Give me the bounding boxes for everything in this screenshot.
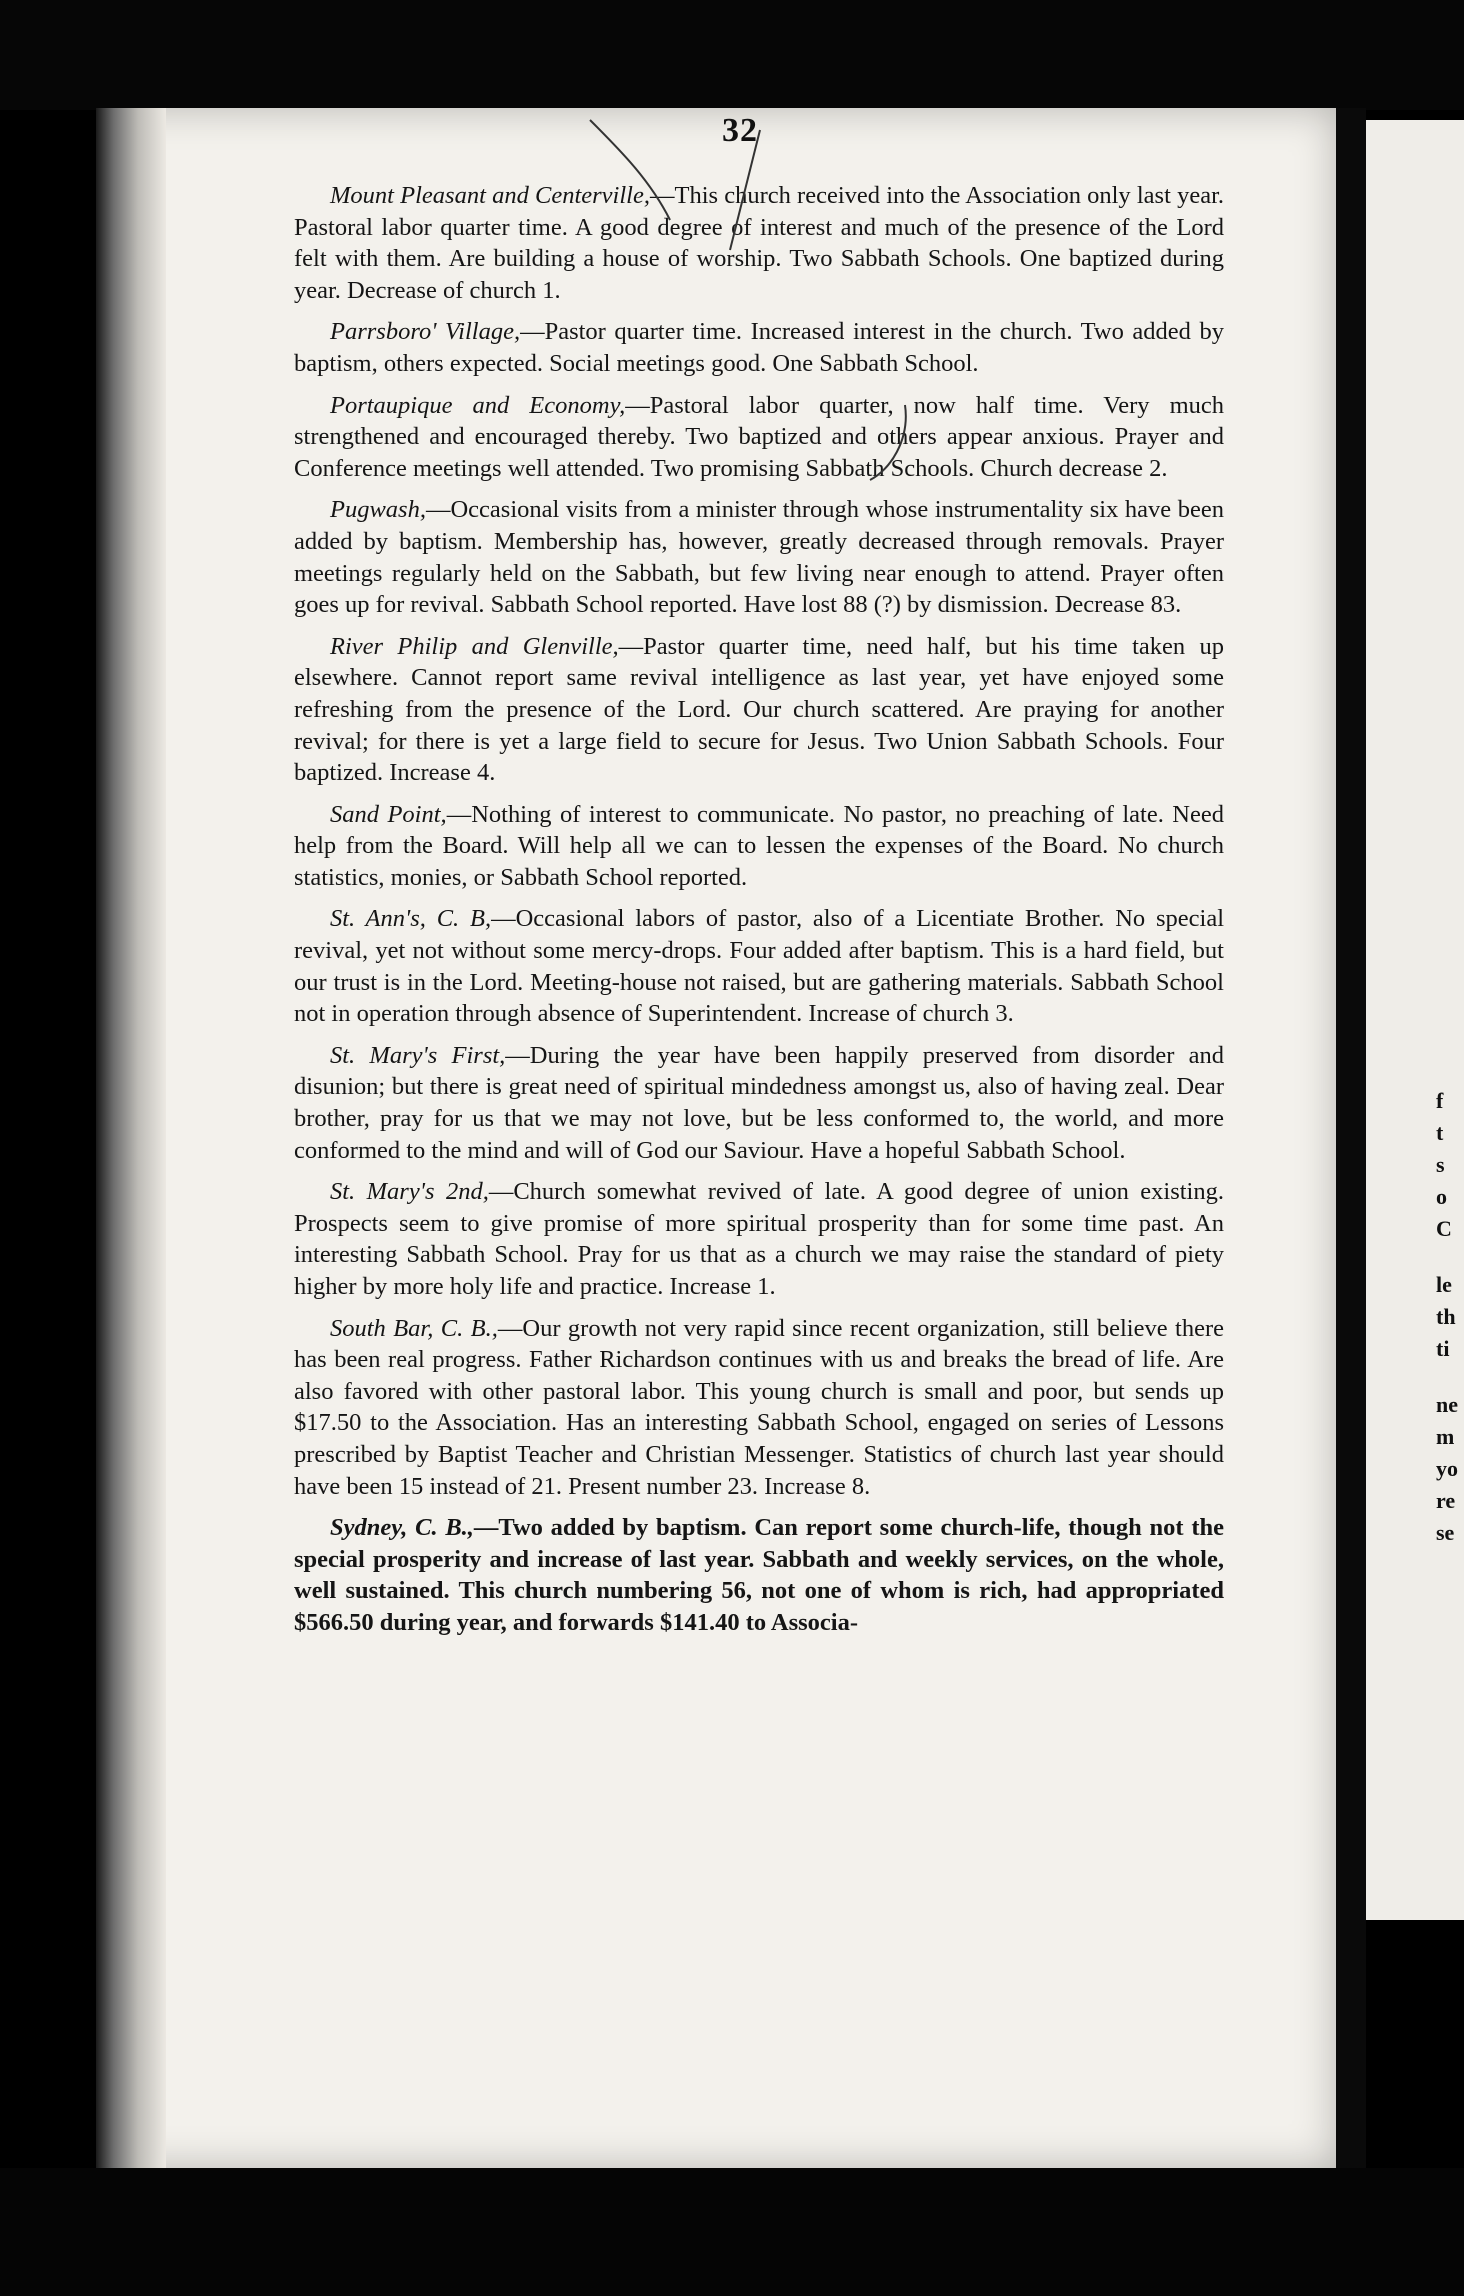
report-text: —Nothing of interest to communicate. No pastor, no preaching of late. Need help from the Board. Will help all we can to lessen the expenses of the Board. No church statistics, monies, or Sabbath School reported. bbox=[294, 800, 1224, 891]
page-spine-gap bbox=[1336, 108, 1366, 2168]
adjacent-fragment: th bbox=[1436, 1304, 1456, 1329]
church-report bbox=[294, 799, 1224, 894]
adjacent-fragment: s bbox=[1436, 1152, 1445, 1177]
adjacent-fragment: m bbox=[1436, 1424, 1455, 1449]
church-report bbox=[294, 316, 1224, 379]
church-name: South Bar, C. B., bbox=[330, 1314, 498, 1342]
report-text: —Pastor quarter time. Increased interest in the church. Two added by baptism, others expected. Social meetings good. One Sabbath School. bbox=[294, 318, 1224, 377]
church-name: Pugwash, bbox=[330, 496, 426, 524]
adjacent-page-edge bbox=[1366, 120, 1464, 1920]
adjacent-fragment: yo bbox=[1436, 1456, 1458, 1481]
adjacent-fragment: f bbox=[1436, 1088, 1444, 1113]
church-report bbox=[294, 903, 1224, 1029]
adjacent-fragment: ti bbox=[1436, 1336, 1450, 1361]
page-gutter-shadow bbox=[96, 108, 166, 2168]
scan-border-bottom bbox=[0, 2168, 1464, 2296]
church-report bbox=[294, 1040, 1224, 1166]
report-text: —Two added by baptism. Can report some church-life, though not the special prosperity and increase of last year. Sabbath and weekly services, on the whole, well sustained. This church numbering 56, not one of whom is rich, had appropriated $566.50 during year, and forwards $141.40 to Associa- bbox=[294, 1514, 1224, 1636]
adjacent-fragment: le bbox=[1436, 1272, 1452, 1297]
church-name: St. Mary's 2nd, bbox=[330, 1178, 489, 1206]
church-name: St. Ann's, C. B, bbox=[330, 905, 492, 933]
church-name: Parrsboro' Village, bbox=[330, 318, 521, 346]
church-name: St. Mary's First, bbox=[330, 1041, 506, 1069]
report-text: —Occasional visits from a minister through whose instrumentality six have been added by baptism. Membership has, however, greatly decreased through removals. Prayer meetings regularly held on the Sabbath, but few living near enough to attend. Prayer often goes up for revival. Sabbath School reported. Have lost 88 (?) by dismission. Decrease 83. bbox=[294, 496, 1224, 619]
church-report bbox=[294, 631, 1224, 789]
church-report bbox=[294, 1512, 1224, 1638]
church-name: Sand Point, bbox=[330, 800, 447, 828]
report-text: —This church received into the Association only last year. Pastoral labor quarter time. A good degree of interest and much of the presence of the Lord felt with them. Are building a house of worship. Two Sabbath Schools. One baptized during year. Decrease of church 1. bbox=[294, 182, 1224, 304]
church-report bbox=[294, 1313, 1224, 1503]
church-report bbox=[294, 1176, 1224, 1302]
adjacent-fragment: ne bbox=[1436, 1392, 1458, 1417]
page-text bbox=[294, 180, 1224, 1649]
report-text: —Church somewhat revived of late. A good degree of union existing. Prospects seem to give promise of more spiritual prosperity than for some time past. An interesting Sabbath School. Pray for us that as a church we may raise the standard of piety higher by more holy life and practice. Increase 1. bbox=[294, 1178, 1224, 1300]
adjacent-fragment: o bbox=[1436, 1184, 1447, 1209]
adjacent-fragment: re bbox=[1436, 1488, 1456, 1513]
church-name: River Philip and Glenville, bbox=[330, 632, 619, 660]
church-name: Mount Pleasant and Centerville, bbox=[330, 182, 650, 209]
report-text: —Occasional labors of pastor, also of a Licentiate Brother. No special revival, yet not without some mercy-drops. Four added after baptism. This is a hard field, but our trust is in the Lord. Meeting-house not raised, but are gathering materials. Sabbath School not in operation through absence of Superintendent. Increase of church 3. bbox=[294, 905, 1225, 1028]
church-name: Portaupique and Economy, bbox=[330, 391, 626, 419]
church-report bbox=[294, 390, 1224, 485]
church-report bbox=[294, 494, 1224, 620]
scan-border-top bbox=[0, 0, 1464, 110]
church-name: Sydney, C. B., bbox=[330, 1514, 474, 1542]
report-text: —Pastoral labor quarter, now half time. Very much strengthened and encouraged thereby. Two baptized and others appear anxious. Prayer and Conference meetings well attended. Two promising Sabbath Schools. Church decrease 2. bbox=[294, 391, 1224, 482]
church-report bbox=[294, 180, 1224, 306]
page-number: 32 bbox=[722, 112, 758, 149]
report-text: —During the year have been happily preserved from disorder and disunion; but there is great need of spiritual mindedness amongst us, also of having zeal. Dear brother, pray for us that we may not love, but be less conformed to, the world, and more conformed to the mind and will of God our Saviour. Have a hopeful Sabbath School. bbox=[294, 1041, 1224, 1164]
adjacent-fragment: C bbox=[1436, 1216, 1452, 1241]
adjacent-fragment: t bbox=[1436, 1120, 1444, 1145]
report-text: —Our growth not very rapid since recent organization, still believe there has been real progress. Father Richardson continues with us and breaks the bread of life. Are also favored with other pastoral labor. This young church is small and poor, but sends up $17.50 to the Association. Has an interesting Sabbath School, engaged on series of Lessons prescribed by Baptist Teacher and Christian Messenger. Statistics of church last year should have been 15 instead of 21. Present number 23. Increase 8. bbox=[294, 1314, 1224, 1500]
adjacent-fragment: se bbox=[1436, 1520, 1455, 1545]
report-text: —Pastor quarter time, need half, but his time taken up elsewhere. Cannot report same revival intelligence as last year, yet have enjoyed some refreshing from the presence of the Lord. Our church scattered. Are praying for another revival; for there is yet a large field to secure for Jesus. Two Union Sabbath Schools. Four baptized. Increase 4. bbox=[294, 632, 1224, 787]
